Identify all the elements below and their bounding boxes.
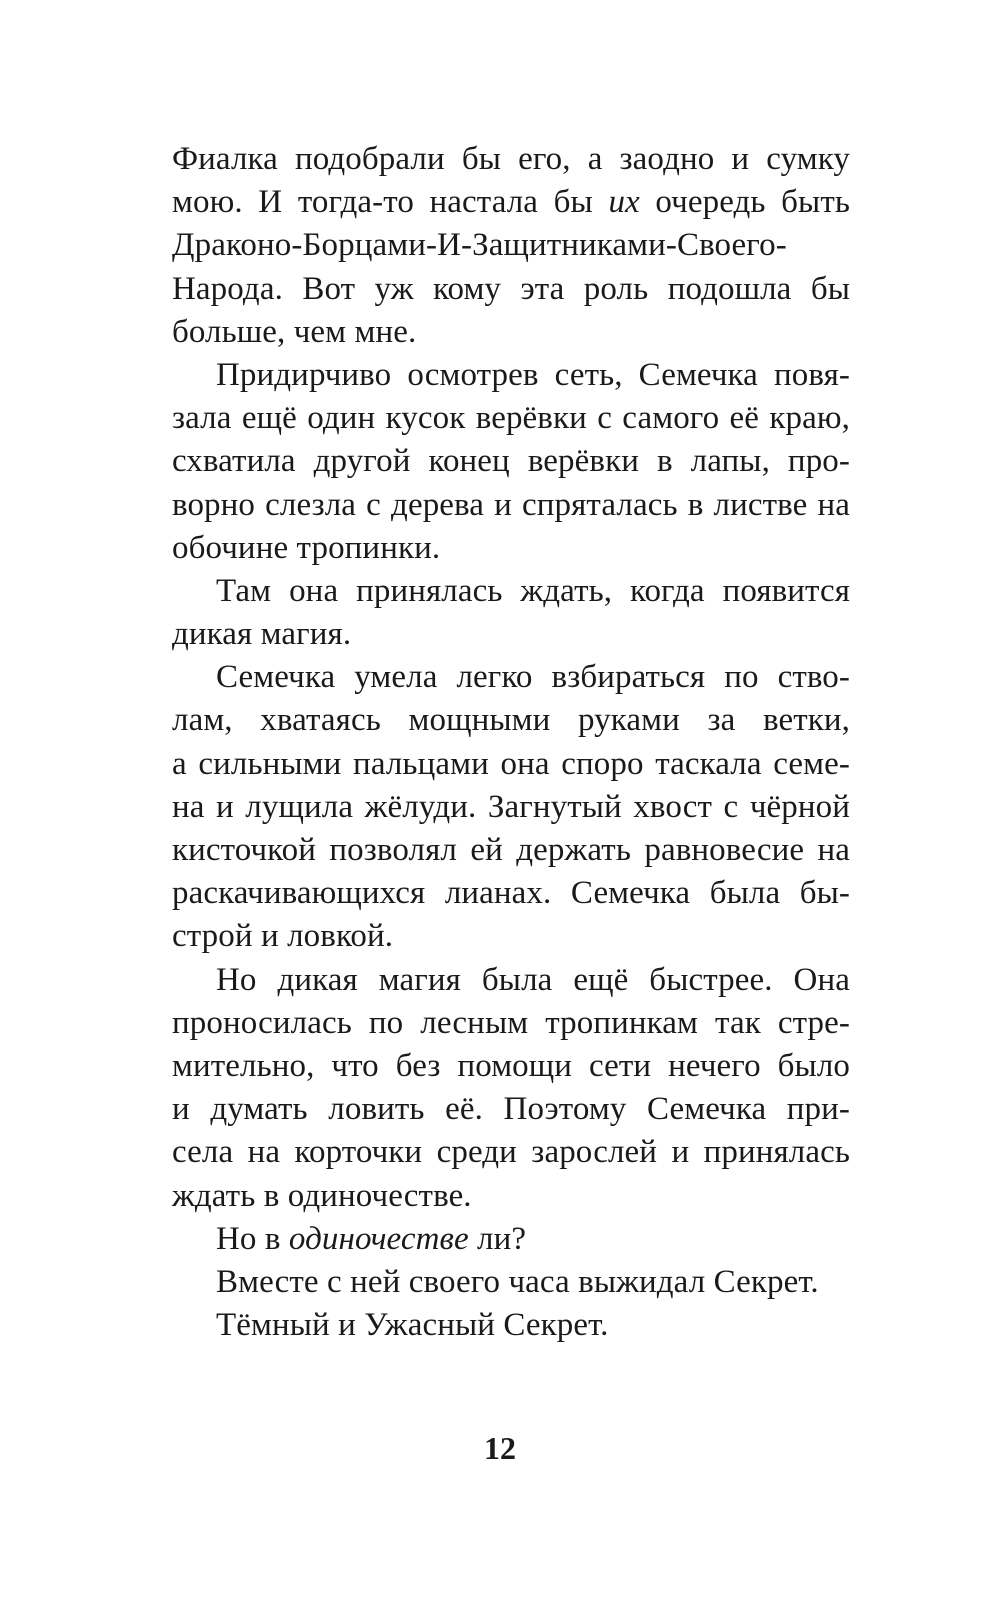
text-line: Вместе с ней своего часа выжидал Секрет. bbox=[216, 1263, 819, 1300]
text-line: лам, хватаясь мощными руками за ветки, bbox=[172, 702, 850, 739]
text-line: Но в одиночестве ли? bbox=[216, 1220, 527, 1257]
text-line: проносилась по лесным тропинкам так стре- bbox=[172, 1004, 850, 1041]
text-line: Семечка умела легко взбираться по ство- bbox=[216, 659, 850, 696]
italic-word: одиночестве bbox=[288, 1220, 469, 1257]
text-line: строй и ловкой. bbox=[172, 918, 394, 955]
text-line: раскачивающихся лианах. Семечка была бы- bbox=[172, 875, 850, 912]
text-line: схватила другой конец верёвки в лапы, про- bbox=[172, 443, 850, 480]
text-line: Народа. Вот уж кому эта роль подошла бы bbox=[172, 270, 850, 307]
text-line: зала ещё один кусок верёвки с самого её краю, bbox=[172, 400, 850, 437]
text-line: Фиалка подобрали бы его, а заодно и сумку bbox=[172, 141, 850, 177]
text-line: обочине тропинки. bbox=[172, 529, 441, 566]
text-line: Придирчиво осмотрев сеть, Семечка повя- bbox=[216, 356, 850, 393]
text-line: мою. И тогда-то настала бы их очередь быть bbox=[172, 184, 850, 221]
text-line: кисточкой позволял ей держать равновесие на bbox=[172, 832, 850, 868]
text-line: больше, чем мне. bbox=[172, 313, 417, 350]
text-line: дикая магия. bbox=[172, 616, 352, 653]
text-line: на и лущила жёлуди. Загнутый хвост с чёрной bbox=[172, 788, 850, 825]
italic-word: их bbox=[608, 184, 640, 221]
text-line: ждать в одиночестве. bbox=[172, 1177, 472, 1214]
text-line: мительно, что без помощи сети нечего было bbox=[172, 1047, 850, 1084]
text-line: Но дикая магия была ещё быстрее. Она bbox=[216, 961, 850, 998]
text-line: а сильными пальцами она споро таскала семе- bbox=[172, 745, 850, 782]
text-line: села на корточки среди зарослей и принялась bbox=[172, 1134, 850, 1171]
text-line: Там она принялась ждать, когда появится bbox=[216, 572, 850, 609]
body-text bbox=[172, 138, 850, 1347]
text-line: ворно слезла с дерева и спряталась в листве на bbox=[172, 486, 850, 523]
page-number: 12 bbox=[484, 1430, 516, 1466]
text-line: Драконо-Борцами-И-Защитниками-Своего- bbox=[172, 227, 787, 264]
text-line: Тёмный и Ужасный Секрет. bbox=[216, 1307, 609, 1344]
text-line: и думать ловить её. Поэтому Семечка при- bbox=[172, 1091, 850, 1128]
